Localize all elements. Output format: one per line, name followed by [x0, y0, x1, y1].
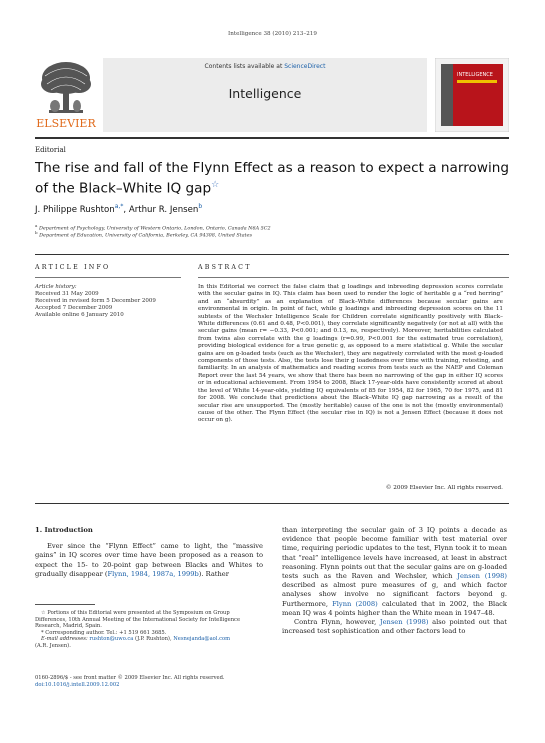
body-paragraph: Contra Flynn, however, Jensen (1998) also pointed out that increased test sophistication and other factors lead to: [282, 618, 507, 636]
doi-link[interactable]: doi:10.1016/j.intell.2009.12.002: [35, 681, 120, 688]
tree-icon: [35, 56, 97, 134]
affiliation: $^b$ Department of Education, University of California, Berkeley, CA 94308, United States: [35, 230, 252, 239]
header-divider: [35, 137, 509, 139]
author-list: J. Philippe Rushton$^{a,*}$, Arthur R. Jensen$^b$: [35, 203, 203, 215]
cover-image-icon: [435, 58, 509, 132]
email-link[interactable]: Nesnejanda@aol.com: [173, 636, 231, 643]
journal-header: [35, 56, 509, 134]
article-title: The rise and fall of the Flynn Effect as a reason to expect a narrowing of the Black–White IQ gap☆: [35, 160, 509, 197]
body-divider: [35, 503, 509, 504]
info-divider: [35, 277, 181, 278]
sciencedirect-link[interactable]: ScienceDirect: [284, 63, 326, 70]
publisher-wordmark: ELSEVIER: [36, 117, 96, 130]
citation-link[interactable]: Jensen (1998): [379, 618, 429, 627]
title-footnote-star[interactable]: ☆: [211, 180, 220, 190]
citation-link[interactable]: Flynn, 1984, 1987a, 1999b: [107, 569, 199, 578]
article-type: Editorial: [35, 146, 66, 154]
intro-paragraph: Ever since the “Flynn Effect” came to light, the “massive gains” in IQ scores over time have been proposed as a reason to expect the 15- to 20-point gap between Blacks and Whites to gradually disappear (Flynn, 1984, 1987a, 1999b). Rather: [35, 542, 263, 578]
journal-title: Intelligence: [228, 86, 302, 101]
section-heading: 1. Introduction: [35, 526, 93, 534]
journal-cover: [435, 58, 509, 132]
intro-column: [35, 526, 263, 579]
journal-reference: Intelligence 38 (2010) 213–219: [228, 31, 317, 37]
abstract-label: ABSTRACT: [198, 264, 252, 271]
affiliation: $^a$ Department of Psychology, University of Western Ontario, London, Ontario, Canada N6A 5C2: [35, 223, 271, 232]
citation-link[interactable]: Flynn (2008): [332, 599, 378, 608]
author-name[interactable]: J. Philippe Rushton: [35, 204, 115, 215]
copyright: © 2009 Elsevier Inc. All rights reserved.: [385, 485, 503, 491]
cover-title: INTELLIGENCE: [457, 72, 493, 78]
article-history: Article history: Received 31 May 2009 Received in revised form 5 December 2009 Accepted 7 December 2009 Available online 6 January 2010: [35, 284, 156, 318]
footnotes: ☆ Portions of this Editorial were presented at the Symposium on Group Differences, 10th Annual Meeting of the International Society for Intelligence Research, Madrid, Spain. * Corresponding author. Tel.: +1 519 661 3685. E-mail addresses: rushton@uwo.ca (J.P. Rushton), Nesnejanda@aol.com (A.R. Jensen).: [35, 610, 241, 649]
elsevier-logo: [35, 56, 97, 134]
right-column: [282, 526, 507, 636]
citation-link[interactable]: Jensen (1998): [457, 572, 507, 581]
author-name[interactable]: Arthur R. Jensen: [128, 204, 199, 215]
issn-block: 0160-2896/$ - see front matter © 2009 Elsevier Inc. All rights reserved. doi:10.1016/j.intell.2009.12.002: [35, 675, 225, 688]
footnote-rule: [35, 604, 95, 605]
section-divider: [35, 254, 509, 255]
email-link[interactable]: rushton@uwo.ca: [89, 636, 134, 643]
abstract-divider: [198, 277, 509, 278]
contents-line: Contents lists available at ScienceDirect: [204, 63, 326, 70]
article-info-label: ARTICLE INFO: [35, 264, 111, 271]
abstract-text: In this Editorial we correct the false claim that g loadings and inbreeding depression scores correlate with the secular gains in IQ. This claim has been used to render the logic of heritable g a “red herring” and an “absurdity” as an explanation of Black–White differences because secular gains are environmental in origin. In point of fact, while g loadings and inbreeding depression scores on the 11 subtests of the Wechsler Intelligence Scale for Children correlate significantly positively with Black–White differences (0.61 and 0.48, P<0.001), they correlate significantly negatively (or not at all) with the secular gains (mean r= −0.33, P<0.001; and 0.13, ns, respectively). Moreover, heritabilities calculated from twins also correlate with the g loadings (r=0.99, P<0.001 for the estimated true correlation), providing biological evidence for a true genetic g, as opposed to a mere statistical g. While the secular gains are on g-loaded tests (such as the Wechsler), they are negatively correlated with the most g-loaded components of those tests. Also, the tests lose their g loadedness over time with training, retesting, and familiarity. In an analysis of mathematics and reading scores from tests such as the NAEP and Coleman Report over the last 54 years, we show that there has been no narrowing of the gap in either IQ scores or in educational achievement. From 1954 to 2008, Black 17-year-olds have consistently scored at about the level of White 14-year-olds, yielding IQ equivalents of 85 for 1954, 82 for 1965, 70 for 1975, and 81 for 2008. We conclude that predictions about the Black–White IQ gap narrowing as a result of the secular rise are unsupported. The (mostly heritable) cause of the one is not the (mostly environmental) cause of the other. The Flynn Effect (the secular rise in IQ) is not a Jensen Effect (because it does not occur on g).: [198, 284, 503, 424]
body-paragraph: than interpreting the secular gain of 3 IQ points a decade as evidence that people become familiar with test material over time, requiring periodic updates to the test, Flynn took it to mean that “real” intelligence levels have increased, at least in abstract reasoning. Flynn points out that the secular gains are on g-loaded tests such as the Raven and Wechsler, which Jensen (1998) described as almost pure measures of g, and which factor analyses show involve no significant factors beyond g. Furthermore, Flynn (2008) calculated that in 2002, the Black mean IQ was 4 points higher than the White mean in 1947–48.: [282, 526, 507, 617]
journal-banner: [103, 58, 427, 132]
